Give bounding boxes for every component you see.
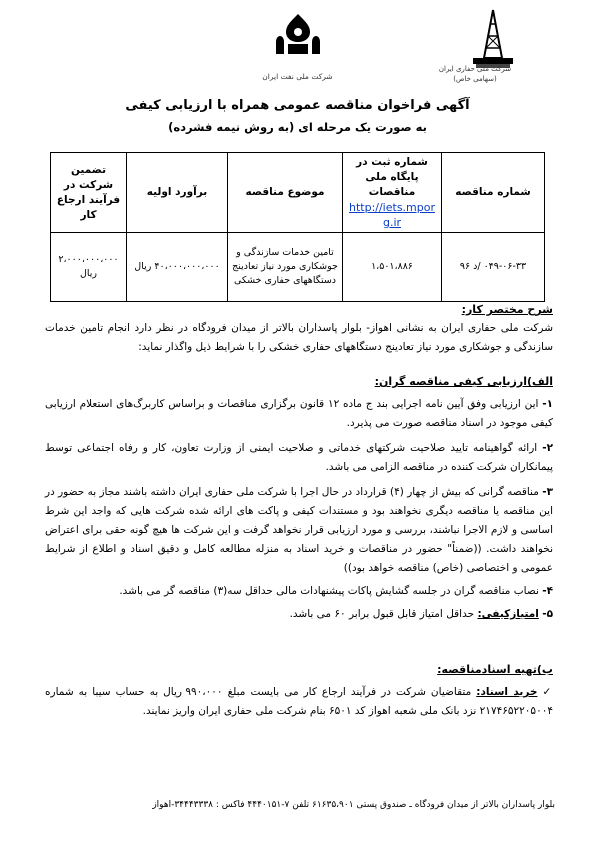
- cell-tender-number: ۰۴۹-۰۶-۳۳ /د ۹۶: [442, 233, 545, 302]
- summary-section: [45, 300, 553, 357]
- item-number: ۵-: [542, 608, 553, 620]
- left-caption-line1: شرکت ملی حفاری ایران: [438, 65, 512, 73]
- check-icon: ✓: [542, 686, 553, 698]
- item-text: نصاب مناقصه گران در جلسه گشایش پاکات پیشنهادات مالی حداقل سه(۳) مناقصه گر می باشد.: [119, 585, 539, 597]
- item-number: ۱-: [542, 398, 553, 410]
- item-text: متقاضیان شرکت در فرآیند ارجاع کار می بایست مبلغ ۹۹۰،۰۰۰ ریال به حساب سیبا به شماره ۲۱۷۴۶۵۲۲۰۵۰۰۴ نزد بانک ملی شعبه اهواز کد ۶۵۰۱ بنام شرکت ملی حفاری ایران واریز نمایند.: [45, 686, 553, 717]
- item-number: ۳-: [542, 486, 553, 498]
- header-registration: [343, 153, 442, 233]
- cell-subject: تامین خدمات سازندگی و جوشکاری مورد نیاز تعادینج دستگاههای حفاری خشکی: [228, 233, 343, 302]
- item-label: خرید اسناد:: [476, 686, 538, 698]
- page-title: آگهی فراخوان مناقصه عمومی همراه با ارزیابی کیفی: [125, 98, 470, 113]
- tender-table: [50, 152, 545, 302]
- item-text: حداقل امتیاز قابل قبول برابر ۶۰ می باشد.: [289, 608, 475, 620]
- section-a-item-1: [45, 395, 553, 433]
- item-text: این ارزیابی وفق آیین نامه اجرایی بند ج ماده ۱۲ قانون برگزاری مناقصات و براساس کاربرگ‌های استعلام ارزیابی کیفی موجود در اسناد مناقصه صورت می پذیرد.: [45, 398, 553, 429]
- header-guarantee: تضمین شرکت در فرآیند ارجاع کار: [51, 153, 127, 233]
- cell-registration: ۱،۵۰۱،۸۸۶: [343, 233, 442, 302]
- header-tender-number: شماره مناقصه: [442, 153, 545, 233]
- table-header-row: [51, 153, 545, 233]
- drilling-rig-logo-icon: [468, 8, 518, 70]
- left-logo-caption: [420, 64, 530, 84]
- summary-text: شرکت ملی حفاری ایران به نشانی اهواز- بلوار پاسداران بالاتر از میدان فرودگاه در نظر دارد انجام تامین خدمات سازندگی و جوشکاری مورد نیاز تعادینج دستگاههای حفاری خشکی را با شرایط ذیل واگذار نماید:: [45, 322, 553, 353]
- header-subject: موضوع مناقصه: [228, 153, 343, 233]
- section-a-item-5: [45, 605, 553, 624]
- section-a-heading: الف)ارزیابی کیفی مناقصه گران:: [374, 375, 553, 388]
- section-a: [45, 372, 553, 624]
- section-a-item-4: [45, 582, 553, 601]
- section-b-heading: ب)تهیه اسنادمناقصه:: [437, 663, 553, 676]
- cell-guarantee: ۲،۰۰۰،۰۰۰،۰۰۰ ریال: [51, 233, 127, 302]
- footer-address: بلوار پاسداران بالاتر از میدان فرودگاه ـ صندوق پستی ۶۱۶۳۵،۹۰۱ تلفن ۷-۴۴۴۰۱۵۱ فاکس : ۳۴۴۴۳۳۳۸-اهواز: [152, 800, 555, 810]
- section-a-item-2: [45, 439, 553, 477]
- item-label: امتیازکیفی:: [477, 608, 539, 620]
- section-b: [45, 660, 553, 721]
- table-row: [51, 233, 545, 302]
- page-subtitle: به صورت یک مرحله ای (به روش نیمه فشرده): [168, 120, 427, 134]
- item-text: مناقصه گرانی که بیش از چهار (۴) قرارداد در حال اجرا با شرکت ملی حفاری ایران داشته باشند مجاز به حضور در این مناقصه یا مناقصه دیگری نخواهند بود و مستندات کیفی و پاکت های ارائه شده شرکت هایی که واجد این شرط اساسی و لازم الاجرا نباشند، بررسی و مورد ارزیابی قرار نخواهد گرفت و این شرکت ها هیچ گونه حقی برای اعتراض نخواهند داشت. ((ضمناً" حضور در مناقصات و خرید اسناد به منزله مطالعه کامل و دقیق اسناد و اطلاع از شرایط عمومی و اختصاصی (خاص) مناقصه خواهد بود)): [45, 486, 553, 574]
- center-logo-caption: شرکت ملی نفت ایران: [262, 72, 333, 81]
- item-number: ۲-: [542, 442, 553, 454]
- registration-link[interactable]: http://iets.mporg.ir: [348, 201, 435, 229]
- left-caption-line2: (سهامی خاص): [453, 75, 497, 83]
- section-a-item-3: [45, 483, 553, 578]
- header-estimate: برآورد اولیه: [127, 153, 228, 233]
- item-text: ارائه گواهینامه تایید صلاحیت شرکتهای خدماتی و صلاحیت ایمنی از وزارت تعاون، کار و رفاه اجتماعی توسط پیمانکاران شرکت کننده در مناقصه الزامی می باشد.: [45, 442, 553, 473]
- section-b-item: [45, 683, 553, 721]
- nioc-logo-icon: [270, 12, 326, 58]
- summary-heading: شرح مختصر کار:: [461, 303, 553, 316]
- item-number: ۴-: [542, 585, 553, 597]
- cell-estimate: ۴۰،۰۰۰،۰۰۰،۰۰۰ ریال: [127, 233, 228, 302]
- header-registration-label: شماره ثبت در پایگاه ملی مناقصات: [356, 156, 428, 198]
